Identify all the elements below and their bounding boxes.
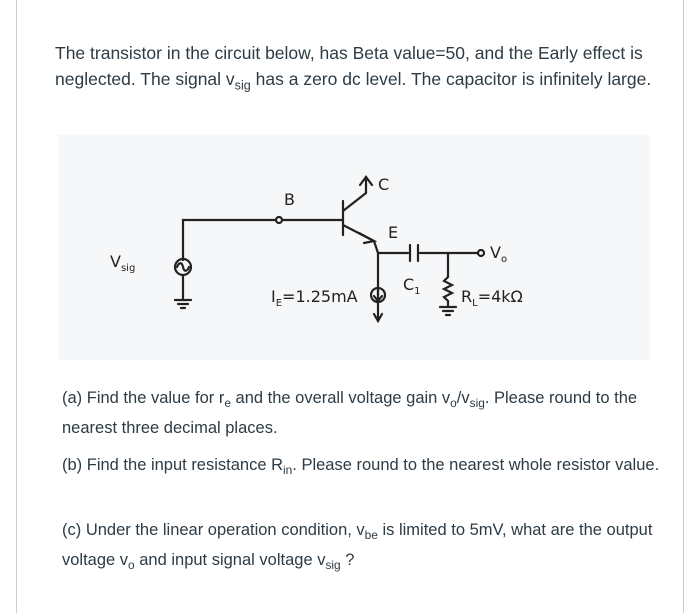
load-resistor xyxy=(444,277,452,307)
label-e: E xyxy=(388,223,399,242)
intro-text-2: has a zero dc level. The capacitor is infinitely large. xyxy=(250,69,652,89)
label-rl: $R_L=4k\Omega$ xyxy=(461,287,523,309)
question-a: (a) Find the value for $r_e$ and the overall voltage gain $v_o/v_{sig}$. Please round to the nearest three decimal places. xyxy=(62,389,638,438)
label-b: B xyxy=(284,190,295,209)
label-vsig: $V_{sig}$ xyxy=(110,252,136,274)
left-border xyxy=(16,0,17,613)
circuit-figure xyxy=(58,135,650,360)
base-wire xyxy=(183,220,343,260)
question-b: (b) Find the input resistance $R_{in}$. Please round to the nearest whole resistor value. xyxy=(62,456,660,478)
current-source-arrow xyxy=(374,290,382,301)
label-vo: $V_o$ xyxy=(490,243,508,265)
source-ground xyxy=(175,300,191,308)
question-c: (c) Under the linear operation condition, $v_{be}$ is limited to 5mV, what are the output voltage $v_o$ and input signal voltage $v_{sig}$ ? xyxy=(62,521,653,573)
label-c: C xyxy=(378,175,390,194)
problem-statement xyxy=(55,40,655,98)
signal-source-wave xyxy=(177,263,189,271)
emitter-arrow xyxy=(359,233,374,243)
current-source-down-arrow xyxy=(374,302,382,321)
transistor-collector-lead xyxy=(343,193,366,211)
right-border xyxy=(683,0,684,613)
intro-text-1: The transistor in the circuit below, has Beta value=50, and the Early effect is neglected. The signal v xyxy=(55,43,643,89)
base-node xyxy=(276,217,282,223)
capacitor-plates xyxy=(410,245,418,261)
intro-vsig-subscript: sig xyxy=(234,78,251,93)
circuit-diagram xyxy=(58,135,650,360)
label-c1: $C_1$ xyxy=(403,275,421,297)
load-ground xyxy=(440,307,456,315)
transistor-emitter-lead xyxy=(343,225,378,253)
output-node xyxy=(478,250,484,256)
label-ie: $I_E=1.25mA$ xyxy=(271,287,358,309)
